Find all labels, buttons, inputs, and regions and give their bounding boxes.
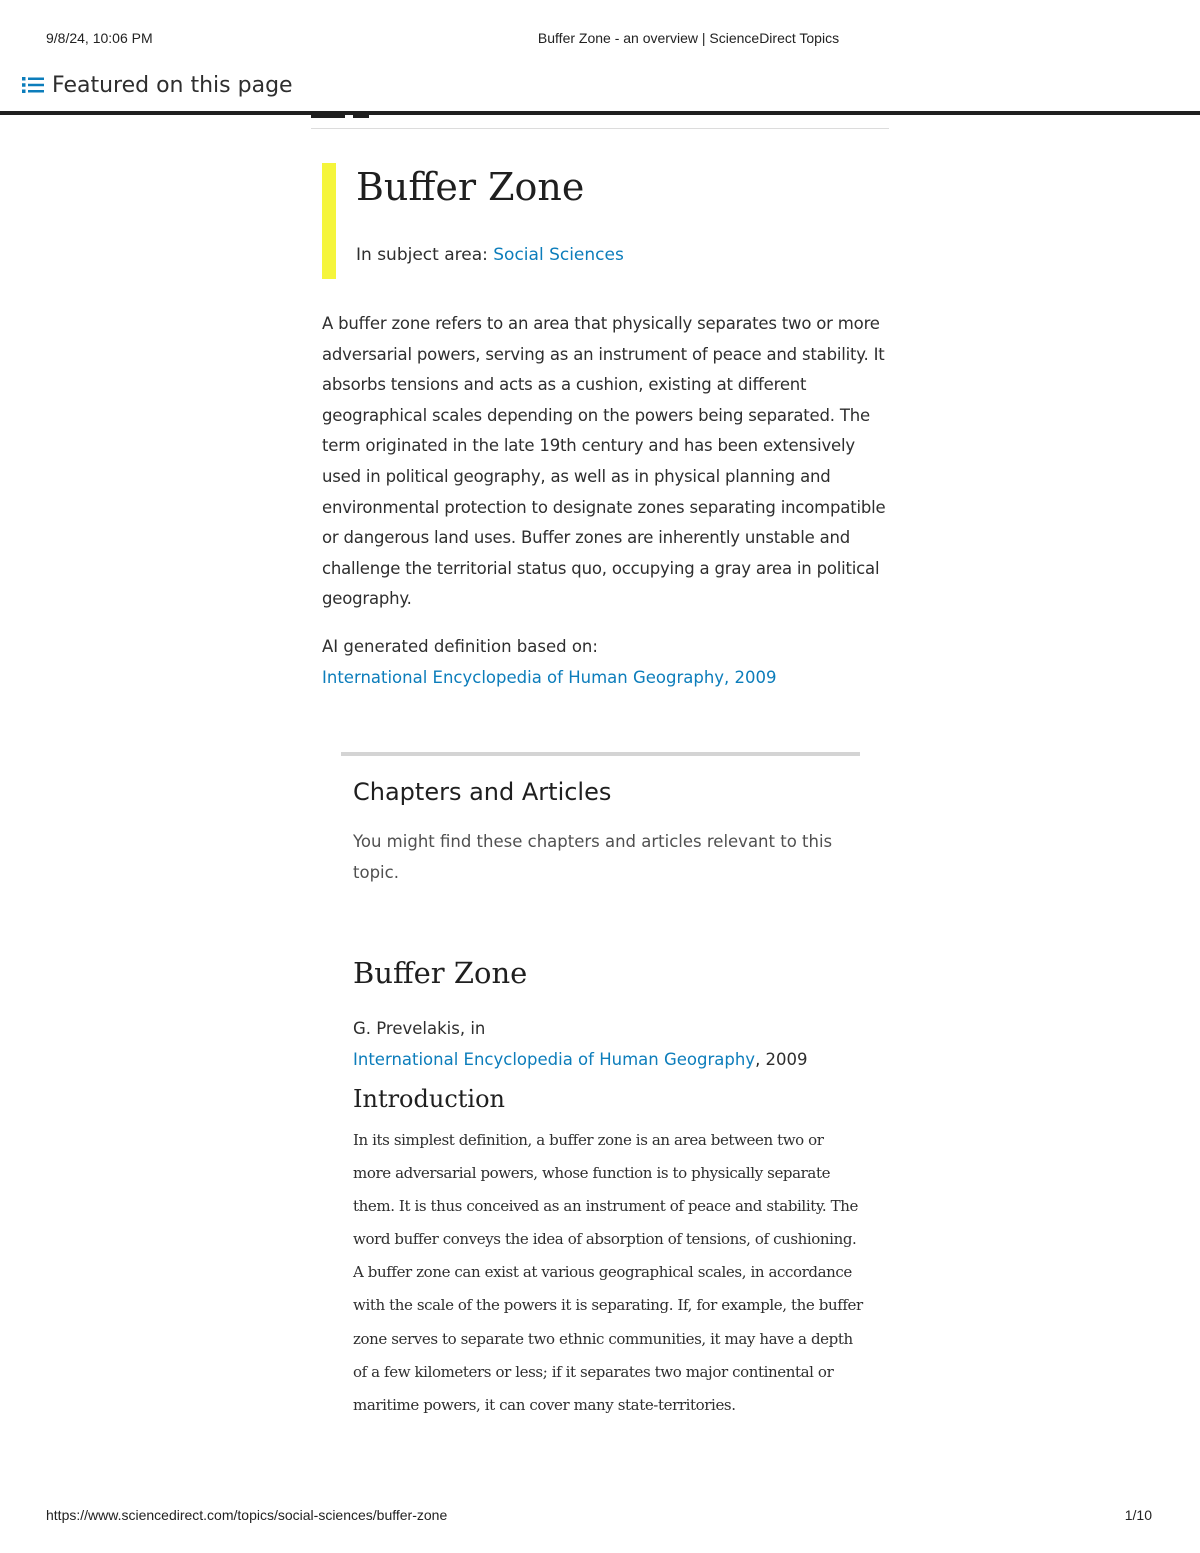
header-divider <box>0 111 1200 115</box>
print-doc-title: Buffer Zone - an overview | ScienceDirect Topics <box>537 30 840 46</box>
article-excerpt: In its simplest definition, a buffer zone is an area between two or more adversarial powers, whose function is to physically separate them. It is thus conceived as an instrument of peace and stability. The word buffer conveys the idea of absorption of tensions, of cushioning. A buffer zone can exist at various geographical scales, in accordance with the scale of the powers it is separating. If, for example, the buffer zone serves to separate two ethnic communities, it may have a depth of a few kilometers or less; if it separates two major continental or maritime powers, it can cover many state-territories. <box>353 1131 863 1414</box>
chapters-subtitle: You might find these chapters and articles relevant to this topic. <box>353 832 833 882</box>
ai-definition: A buffer zone refers to an area that physically separates two or more adversarial powers, serving as an instrument of peace and stability. It absorbs tensions and acts as a cushion, existing at different geographical scales depending on the powers being separated. The term originated in the late 19th century and has been extensively used in political geography, as well as in physical planning and environmental protection to designate zones separating incompatible or dangerous land uses. Buffer zones are inherently unstable and challenge the territorial status quo, occupying a gray area in political geography. <box>322 314 886 609</box>
print-header <box>0 30 1200 50</box>
ai-label: AI generated definition based on: <box>322 637 598 656</box>
section-divider <box>341 752 860 756</box>
content-divider <box>311 128 889 129</box>
subject-area <box>356 245 624 265</box>
list-icon <box>22 76 44 94</box>
definition-source-link[interactable]: International Encyclopedia of Human Geography, 2009 <box>322 668 777 687</box>
ai-source <box>322 631 888 693</box>
subject-prefix: In subject area: <box>356 245 488 265</box>
featured-label: Featured on this page <box>52 72 293 98</box>
page-title: Buffer Zone <box>356 165 585 209</box>
page-number: 1/10 <box>1124 1507 1152 1523</box>
print-footer <box>0 1507 1200 1527</box>
article-source-link[interactable]: International Encyclopedia of Human Geography <box>353 1049 756 1069</box>
chapters-title: Chapters and Articles <box>353 778 612 806</box>
print-url: https://www.sciencedirect.com/topics/social-sciences/buffer-zone <box>46 1507 448 1523</box>
article-author: G. Prevelakis, in <box>353 1019 486 1038</box>
topic-header <box>322 163 882 279</box>
article-title[interactable]: Buffer Zone <box>353 956 528 990</box>
article-meta <box>353 1014 873 1075</box>
print-date: 9/8/24, 10:06 PM <box>46 30 153 46</box>
section-heading: Introduction <box>353 1085 505 1113</box>
article-year: , 2009 <box>755 1049 808 1069</box>
accent-bar <box>322 163 336 279</box>
featured-on-this-page-toggle[interactable] <box>22 68 293 102</box>
subject-link[interactable]: Social Sciences <box>493 245 624 265</box>
